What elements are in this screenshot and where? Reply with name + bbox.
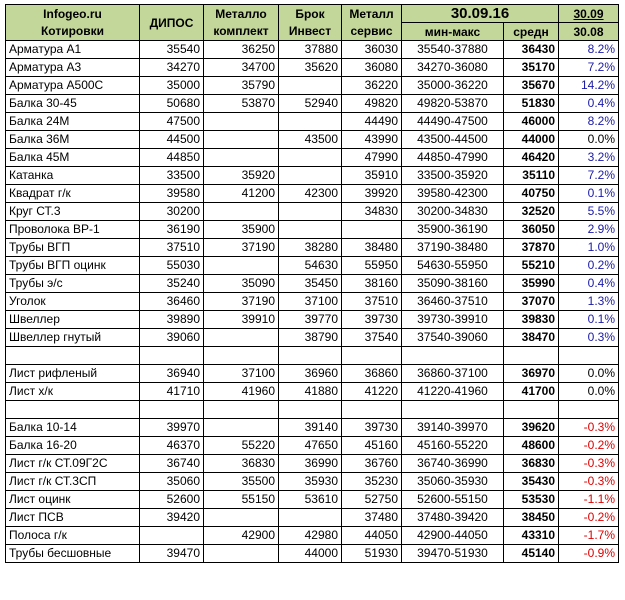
average-price-cell: 37870 [504, 239, 559, 257]
compare-date-top [559, 5, 619, 23]
average-price-cell: 36050 [504, 221, 559, 239]
product-name-cell: Полоса г/к [6, 527, 140, 545]
price-metallokomplekt-cell [204, 419, 279, 437]
price-metallokomplekt-cell [204, 203, 279, 221]
price-brokinvest-cell [279, 203, 342, 221]
change-percent-cell: 0.1% [559, 185, 619, 203]
price-brokinvest-cell [279, 221, 342, 239]
column-header-metallokomplekt-line2: комплект [213, 23, 269, 38]
price-range-cell: 41220-41960 [402, 383, 504, 401]
product-name-cell: Трубы ВГП оцинк [6, 257, 140, 275]
average-price-cell: 35990 [504, 275, 559, 293]
product-name-cell: Трубы бесшовные [6, 545, 140, 563]
price-dipos-cell: 39060 [140, 329, 204, 347]
price-range-cell: 54630-55950 [402, 257, 504, 275]
change-percent-cell: 5.5% [559, 203, 619, 221]
empty-cell [279, 401, 342, 419]
average-price-cell: 45140 [504, 545, 559, 563]
column-header-brokinvest [279, 5, 342, 41]
price-brokinvest-cell: 35620 [279, 59, 342, 77]
empty-cell [204, 347, 279, 365]
brand-title: Infogeo.ru [43, 6, 102, 21]
change-percent-cell: 0.4% [559, 275, 619, 293]
average-price-cell: 39830 [504, 311, 559, 329]
average-price-cell: 36970 [504, 365, 559, 383]
change-percent-cell: 1.0% [559, 239, 619, 257]
average-price-cell: 40750 [504, 185, 559, 203]
price-brokinvest-cell: 37880 [279, 41, 342, 59]
average-price-cell: 35170 [504, 59, 559, 77]
table-row [6, 131, 619, 149]
price-metallokomplekt-cell [204, 131, 279, 149]
price-brokinvest-cell: 42980 [279, 527, 342, 545]
change-percent-cell: -0.3% [559, 455, 619, 473]
change-percent-cell: 7.2% [559, 167, 619, 185]
price-metallokomplekt-cell: 35900 [204, 221, 279, 239]
empty-cell [559, 347, 619, 365]
price-brokinvest-cell: 54630 [279, 257, 342, 275]
price-brokinvest-cell: 37100 [279, 293, 342, 311]
table-row [6, 185, 619, 203]
spacer-row [6, 401, 619, 419]
price-metallokomplekt-cell [204, 149, 279, 167]
price-dipos-cell: 35240 [140, 275, 204, 293]
price-dipos-cell: 36940 [140, 365, 204, 383]
average-price-cell: 35110 [504, 167, 559, 185]
price-dipos-cell: 37510 [140, 239, 204, 257]
change-percent-cell: 0.1% [559, 311, 619, 329]
price-metallservis-cell: 37510 [342, 293, 402, 311]
price-metallservis-cell: 37480 [342, 509, 402, 527]
price-metallokomplekt-cell: 34700 [204, 59, 279, 77]
average-price-cell: 43310 [504, 527, 559, 545]
price-brokinvest-cell: 39140 [279, 419, 342, 437]
column-header-metallokomplekt [204, 5, 279, 41]
price-brokinvest-cell: 35450 [279, 275, 342, 293]
price-metallokomplekt-cell [204, 257, 279, 275]
price-metallservis-cell: 38480 [342, 239, 402, 257]
quotes-table [5, 4, 619, 563]
price-metallservis-cell: 34830 [342, 203, 402, 221]
price-dipos-cell: 35060 [140, 473, 204, 491]
price-range-cell: 49820-53870 [402, 95, 504, 113]
product-name-cell: Арматура А1 [6, 41, 140, 59]
product-name-cell: Круг СТ.3 [6, 203, 140, 221]
change-percent-cell: 0.0% [559, 383, 619, 401]
table-row [6, 365, 619, 383]
average-price-cell: 46420 [504, 149, 559, 167]
empty-cell [504, 401, 559, 419]
price-dipos-cell: 41710 [140, 383, 204, 401]
price-dipos-cell: 46370 [140, 437, 204, 455]
price-range-cell: 36860-37100 [402, 365, 504, 383]
price-brokinvest-cell: 42300 [279, 185, 342, 203]
price-brokinvest-cell [279, 149, 342, 167]
price-range-cell: 42900-44050 [402, 527, 504, 545]
empty-cell [504, 347, 559, 365]
price-metallokomplekt-cell: 37190 [204, 239, 279, 257]
average-price-cell: 36830 [504, 455, 559, 473]
price-metallokomplekt-cell [204, 329, 279, 347]
average-price-cell: 38470 [504, 329, 559, 347]
price-metallservis-cell: 52750 [342, 491, 402, 509]
table-row [6, 275, 619, 293]
price-metallservis-cell: 36080 [342, 59, 402, 77]
empty-cell [402, 347, 504, 365]
average-price-cell: 36430 [504, 41, 559, 59]
average-price-cell: 32520 [504, 203, 559, 221]
price-dipos-cell: 39470 [140, 545, 204, 563]
price-metallokomplekt-cell: 36250 [204, 41, 279, 59]
change-percent-cell: 2.9% [559, 221, 619, 239]
product-name-cell: Балка 10-14 [6, 419, 140, 437]
price-dipos-cell: 47500 [140, 113, 204, 131]
price-metallokomplekt-cell: 37190 [204, 293, 279, 311]
change-percent-cell: 7.2% [559, 59, 619, 77]
product-name-cell: Балка 30-45 [6, 95, 140, 113]
table-row [6, 77, 619, 95]
table-row [6, 239, 619, 257]
quotes-table-body [6, 41, 619, 563]
average-price-cell: 46000 [504, 113, 559, 131]
empty-cell [204, 401, 279, 419]
spacer-row [6, 347, 619, 365]
price-metallservis-cell: 39920 [342, 185, 402, 203]
empty-cell [342, 401, 402, 419]
empty-cell [140, 401, 204, 419]
price-metallservis-cell: 39730 [342, 311, 402, 329]
product-name-cell: Уголок [6, 293, 140, 311]
product-name-cell: Лист г/к СТ.09Г2С [6, 455, 140, 473]
price-range-cell: 44850-47990 [402, 149, 504, 167]
table-row [6, 527, 619, 545]
price-range-cell: 36460-37510 [402, 293, 504, 311]
product-name-cell: Балка 45М [6, 149, 140, 167]
price-metallservis-cell: 44490 [342, 113, 402, 131]
product-name-cell: Балка 24М [6, 113, 140, 131]
product-name-cell: Трубы э/с [6, 275, 140, 293]
table-row [6, 167, 619, 185]
price-dipos-cell: 39580 [140, 185, 204, 203]
change-percent-cell: 0.0% [559, 131, 619, 149]
change-percent-cell: 0.0% [559, 365, 619, 383]
price-dipos-cell [140, 527, 204, 545]
change-percent-cell: 1.3% [559, 293, 619, 311]
product-name-cell: Лист рифленый [6, 365, 140, 383]
price-dipos-cell: 36190 [140, 221, 204, 239]
price-range-cell: 35540-37880 [402, 41, 504, 59]
table-row [6, 113, 619, 131]
price-metallservis-cell: 41220 [342, 383, 402, 401]
average-price-cell: 55210 [504, 257, 559, 275]
price-metallokomplekt-cell [204, 545, 279, 563]
price-metallservis-cell: 43990 [342, 131, 402, 149]
table-row [6, 383, 619, 401]
price-metallokomplekt-cell: 35090 [204, 275, 279, 293]
table-row [6, 203, 619, 221]
price-brokinvest-cell: 41880 [279, 383, 342, 401]
price-metallokomplekt-cell: 36830 [204, 455, 279, 473]
price-dipos-cell: 34270 [140, 59, 204, 77]
price-brokinvest-cell [279, 509, 342, 527]
change-percent-cell: -1.7% [559, 527, 619, 545]
report-date: 30.09.16 [402, 5, 559, 23]
price-brokinvest-cell: 43500 [279, 131, 342, 149]
product-name-cell: Лист х/к [6, 383, 140, 401]
product-name-cell: Лист ПСВ [6, 509, 140, 527]
empty-cell [559, 401, 619, 419]
price-metallservis-cell: 36030 [342, 41, 402, 59]
price-brokinvest-cell: 38790 [279, 329, 342, 347]
change-percent-cell: 8.2% [559, 113, 619, 131]
price-brokinvest-cell: 39770 [279, 311, 342, 329]
product-name-cell: Катанка [6, 167, 140, 185]
price-metallservis-cell: 44050 [342, 527, 402, 545]
price-metallokomplekt-cell: 42900 [204, 527, 279, 545]
price-dipos-cell: 35000 [140, 77, 204, 95]
average-price-cell: 41700 [504, 383, 559, 401]
price-dipos-cell: 50680 [140, 95, 204, 113]
change-percent-cell: 0.2% [559, 257, 619, 275]
change-percent-cell: 3.2% [559, 149, 619, 167]
column-header-metallservis-line1: Металл [349, 6, 394, 21]
price-range-cell: 35090-38160 [402, 275, 504, 293]
average-price-cell: 39620 [504, 419, 559, 437]
product-name-cell: Лист г/к СТ.3СП [6, 473, 140, 491]
column-header-avg: средн [504, 23, 559, 41]
price-dipos-cell: 30200 [140, 203, 204, 221]
price-metallservis-cell: 55950 [342, 257, 402, 275]
price-metallokomplekt-cell: 41200 [204, 185, 279, 203]
price-metallservis-cell: 35230 [342, 473, 402, 491]
table-row [6, 293, 619, 311]
price-metallservis-cell: 37540 [342, 329, 402, 347]
change-percent-cell: 0.4% [559, 95, 619, 113]
price-metallservis-cell: 35910 [342, 167, 402, 185]
price-dipos-cell: 44500 [140, 131, 204, 149]
price-metallokomplekt-cell [204, 113, 279, 131]
average-price-cell: 38450 [504, 509, 559, 527]
price-range-cell: 33500-35920 [402, 167, 504, 185]
column-header-minmax: мин-макс [402, 23, 504, 41]
product-name-cell: Швеллер гнутый [6, 329, 140, 347]
change-percent-cell: -0.3% [559, 419, 619, 437]
change-percent-cell: -0.3% [559, 473, 619, 491]
change-percent-cell: -0.2% [559, 437, 619, 455]
change-percent-cell: 0.3% [559, 329, 619, 347]
compare-date-bottom: 30.08 [559, 23, 619, 41]
average-price-cell: 37070 [504, 293, 559, 311]
product-name-cell: Квадрат г/к [6, 185, 140, 203]
change-percent-cell: 14.2% [559, 77, 619, 95]
price-metallservis-cell: 39730 [342, 419, 402, 437]
price-metallservis-cell: 36760 [342, 455, 402, 473]
price-dipos-cell: 39420 [140, 509, 204, 527]
table-row [6, 149, 619, 167]
price-metallservis-cell: 36220 [342, 77, 402, 95]
price-brokinvest-cell: 53610 [279, 491, 342, 509]
quotes-table-container [5, 4, 619, 563]
price-range-cell: 34270-36080 [402, 59, 504, 77]
price-range-cell: 39730-39910 [402, 311, 504, 329]
brand-header-cell [6, 5, 140, 41]
table-row [6, 95, 619, 113]
column-header-metallokomplekt-line1: Металло [215, 6, 267, 21]
product-name-cell: Лист оцинк [6, 491, 140, 509]
empty-cell [402, 401, 504, 419]
price-range-cell: 37190-38480 [402, 239, 504, 257]
price-metallokomplekt-cell: 39910 [204, 311, 279, 329]
change-percent-cell: -0.9% [559, 545, 619, 563]
average-price-cell: 44000 [504, 131, 559, 149]
average-price-cell: 35670 [504, 77, 559, 95]
price-range-cell: 39140-39970 [402, 419, 504, 437]
column-header-brokinvest-line2: Инвест [288, 23, 332, 38]
price-metallservis-cell [342, 221, 402, 239]
price-metallservis-cell: 36860 [342, 365, 402, 383]
table-row [6, 491, 619, 509]
price-metallservis-cell: 49820 [342, 95, 402, 113]
price-dipos-cell: 44850 [140, 149, 204, 167]
price-metallservis-cell: 51930 [342, 545, 402, 563]
table-row [6, 41, 619, 59]
price-range-cell: 35000-36220 [402, 77, 504, 95]
price-range-cell: 37540-39060 [402, 329, 504, 347]
price-brokinvest-cell: 36960 [279, 365, 342, 383]
price-metallservis-cell: 45160 [342, 437, 402, 455]
price-range-cell: 36740-36990 [402, 455, 504, 473]
column-header-metallservis [342, 5, 402, 41]
price-dipos-cell: 35540 [140, 41, 204, 59]
empty-cell [6, 347, 140, 365]
quotes-subtitle: Котировки [40, 23, 105, 38]
header-row-top [6, 5, 619, 23]
product-name-cell: Балка 16-20 [6, 437, 140, 455]
price-dipos-cell: 52600 [140, 491, 204, 509]
price-brokinvest-cell: 52940 [279, 95, 342, 113]
product-name-cell: Балка 36М [6, 131, 140, 149]
price-range-cell: 43500-44500 [402, 131, 504, 149]
price-range-cell: 37480-39420 [402, 509, 504, 527]
price-brokinvest-cell: 36990 [279, 455, 342, 473]
price-brokinvest-cell: 35930 [279, 473, 342, 491]
price-metallokomplekt-cell [204, 509, 279, 527]
price-dipos-cell: 36740 [140, 455, 204, 473]
price-metallservis-cell: 38160 [342, 275, 402, 293]
price-dipos-cell: 39890 [140, 311, 204, 329]
table-row [6, 311, 619, 329]
price-metallokomplekt-cell: 55220 [204, 437, 279, 455]
price-metallokomplekt-cell: 41960 [204, 383, 279, 401]
average-price-cell: 51830 [504, 95, 559, 113]
price-range-cell: 52600-55150 [402, 491, 504, 509]
product-name-cell: Проволока ВР-1 [6, 221, 140, 239]
product-name-cell: Швеллер [6, 311, 140, 329]
price-brokinvest-cell: 44000 [279, 545, 342, 563]
change-percent-cell: -1.1% [559, 491, 619, 509]
average-price-cell: 48600 [504, 437, 559, 455]
price-range-cell: 45160-55220 [402, 437, 504, 455]
empty-cell [6, 401, 140, 419]
price-metallokomplekt-cell: 53870 [204, 95, 279, 113]
price-range-cell: 30200-34830 [402, 203, 504, 221]
empty-cell [140, 347, 204, 365]
table-row [6, 473, 619, 491]
price-range-cell: 44490-47500 [402, 113, 504, 131]
price-metallokomplekt-cell: 55150 [204, 491, 279, 509]
table-row [6, 437, 619, 455]
price-range-cell: 39470-51930 [402, 545, 504, 563]
table-row [6, 221, 619, 239]
change-percent-cell: -0.2% [559, 509, 619, 527]
table-row [6, 455, 619, 473]
price-dipos-cell: 36460 [140, 293, 204, 311]
price-brokinvest-cell [279, 77, 342, 95]
average-price-cell: 35430 [504, 473, 559, 491]
price-dipos-cell: 33500 [140, 167, 204, 185]
price-dipos-cell: 39970 [140, 419, 204, 437]
price-metallokomplekt-cell: 35920 [204, 167, 279, 185]
table-row [6, 329, 619, 347]
price-brokinvest-cell [279, 113, 342, 131]
price-metallservis-cell: 47990 [342, 149, 402, 167]
price-metallokomplekt-cell: 35790 [204, 77, 279, 95]
empty-cell [342, 347, 402, 365]
price-metallokomplekt-cell: 35500 [204, 473, 279, 491]
price-brokinvest-cell [279, 167, 342, 185]
empty-cell [279, 347, 342, 365]
price-brokinvest-cell: 47650 [279, 437, 342, 455]
product-name-cell: Трубы ВГП [6, 239, 140, 257]
table-row [6, 257, 619, 275]
price-dipos-cell: 55030 [140, 257, 204, 275]
table-row [6, 509, 619, 527]
price-range-cell: 35060-35930 [402, 473, 504, 491]
price-range-cell: 35900-36190 [402, 221, 504, 239]
average-price-cell: 53530 [504, 491, 559, 509]
table-row [6, 545, 619, 563]
price-brokinvest-cell: 38280 [279, 239, 342, 257]
table-row [6, 59, 619, 77]
table-row [6, 419, 619, 437]
column-header-brokinvest-line1: Брок [295, 6, 325, 21]
change-percent-cell: 8.2% [559, 41, 619, 59]
price-range-cell: 39580-42300 [402, 185, 504, 203]
column-header-metallservis-line2: сервис [350, 23, 393, 38]
product-name-cell: Арматура А500С [6, 77, 140, 95]
product-name-cell: Арматура А3 [6, 59, 140, 77]
column-header-dipos: ДИПОС [140, 5, 204, 41]
price-metallokomplekt-cell: 37100 [204, 365, 279, 383]
compare-date-top-text: 30.09 [573, 6, 604, 21]
